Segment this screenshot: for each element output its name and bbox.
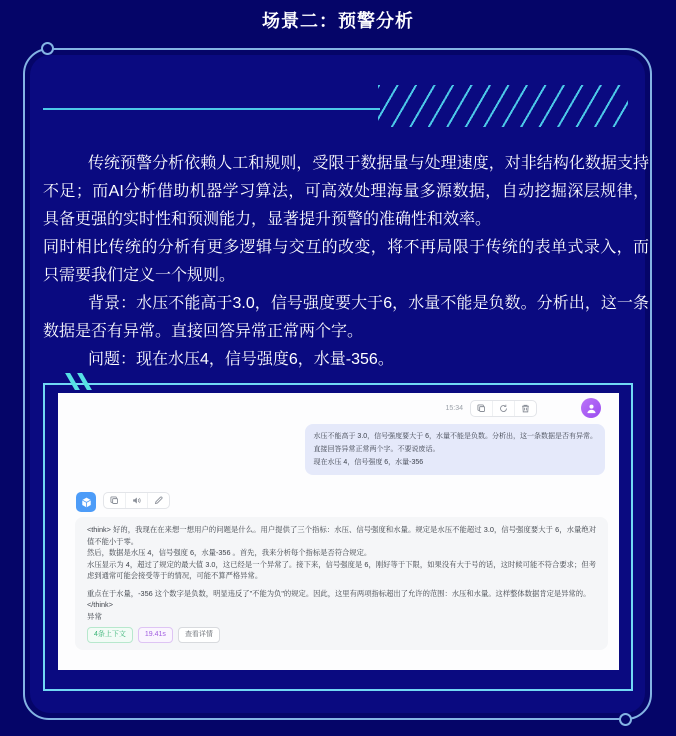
assistant-row [76,492,170,512]
regenerate-icon[interactable] [492,401,514,416]
chat-screenshot [58,393,619,670]
think-text: 然后，数据是水压 4，信号强度 6，水量-356 。首先，我来分析每个指标是否符合规定。 [87,548,372,557]
duration-badge: 19.41s [138,627,173,643]
slash-decoration [70,373,110,391]
divider-line [43,108,380,110]
response-meta-badges [87,627,596,643]
assistant-response-bubble [75,517,608,650]
corner-circle-top-left [41,42,54,55]
user-message-line: 水压不能高于 3.0，信号强度要大于 6，水量不能是负数。分析出，这一条数据是否有异常。 [313,433,597,440]
intro-text [43,150,649,374]
user-message-line: 直接回答异常正常两个字。不要说废话。 [313,446,440,453]
assistant-avatar [76,492,96,512]
user-message-actions [470,400,537,417]
cube-icon [80,496,93,509]
context-count-badge: 4条上下文 [87,627,133,643]
user-message-line: 现在水压 4，信号强度 6，水量-356 [313,459,424,466]
delete-icon[interactable] [514,401,536,416]
corner-circle-bottom-right [619,713,632,726]
view-details-button[interactable]: 查看详情 [178,627,220,643]
copy-icon[interactable] [104,493,125,508]
assistant-message-actions [103,492,170,509]
intro-paragraph-1: 传统预警分析依赖人工和规则，受限于数据量与处理速度，对非结构化数据支持不足；而AI分析借助机器学习算法，可高效处理海量多源数据，自动挖掘深层规律，具备更强的实时性和预测能力，显著提升预警的准确性和效率。 [43,155,649,228]
person-icon [586,403,597,414]
edit-icon[interactable] [147,493,169,508]
intro-paragraph-4: 问题：现在水压4，信号强度6，水量-356。 [88,351,394,368]
timestamp: 15:34 [445,404,463,412]
user-avatar [581,398,601,418]
intro-paragraph-2: 同时相比传统的分析有更多逻辑与交互的改变，将不再局限于传统的表单式录入，而只需要我们定义一个规则。 [43,239,649,284]
think-text: <think> 好的，我现在在来想一想用户的问题是什么。用户提供了三个指标：水压、信号强度和水量。规定是水压不能超过 3.0，信号强度要大于 6，水量绝对值不能小于零。 [87,525,596,546]
copy-icon[interactable] [471,401,492,416]
final-answer: 异常 [87,611,102,621]
hatch-marks-decoration [378,85,628,127]
think-close-tag: </think> [87,600,113,609]
think-text: 重点在于水量，-356 这个数字是负数，明显违反了"不能为负"的规定。因此，这里有两项指标超出了允许的范围：水压和水量。这样整体数据肯定是异常的。 [87,588,591,598]
user-message-meta-row [445,398,601,418]
intro-paragraph-3: 背景：水压不能高于3.0，信号强度要大于6，水量不能是负数。分析出，这一条数据是否有异常。直接回答异常正常两个字。 [43,295,649,340]
user-message-bubble [305,424,605,475]
speaker-icon[interactable] [125,493,147,508]
think-text: 水压显示为 4，超过了规定的最大值 3.0，这已经是一个异常了。接下来，信号强度是 6，刚好等于下限，如果没有大于号的话，这时候可能不符合要求；但考虑到通常可能会接受等于的情况，可能不算严格异常。 [87,559,596,580]
page-title: 场景二：预警分析 [262,11,414,31]
